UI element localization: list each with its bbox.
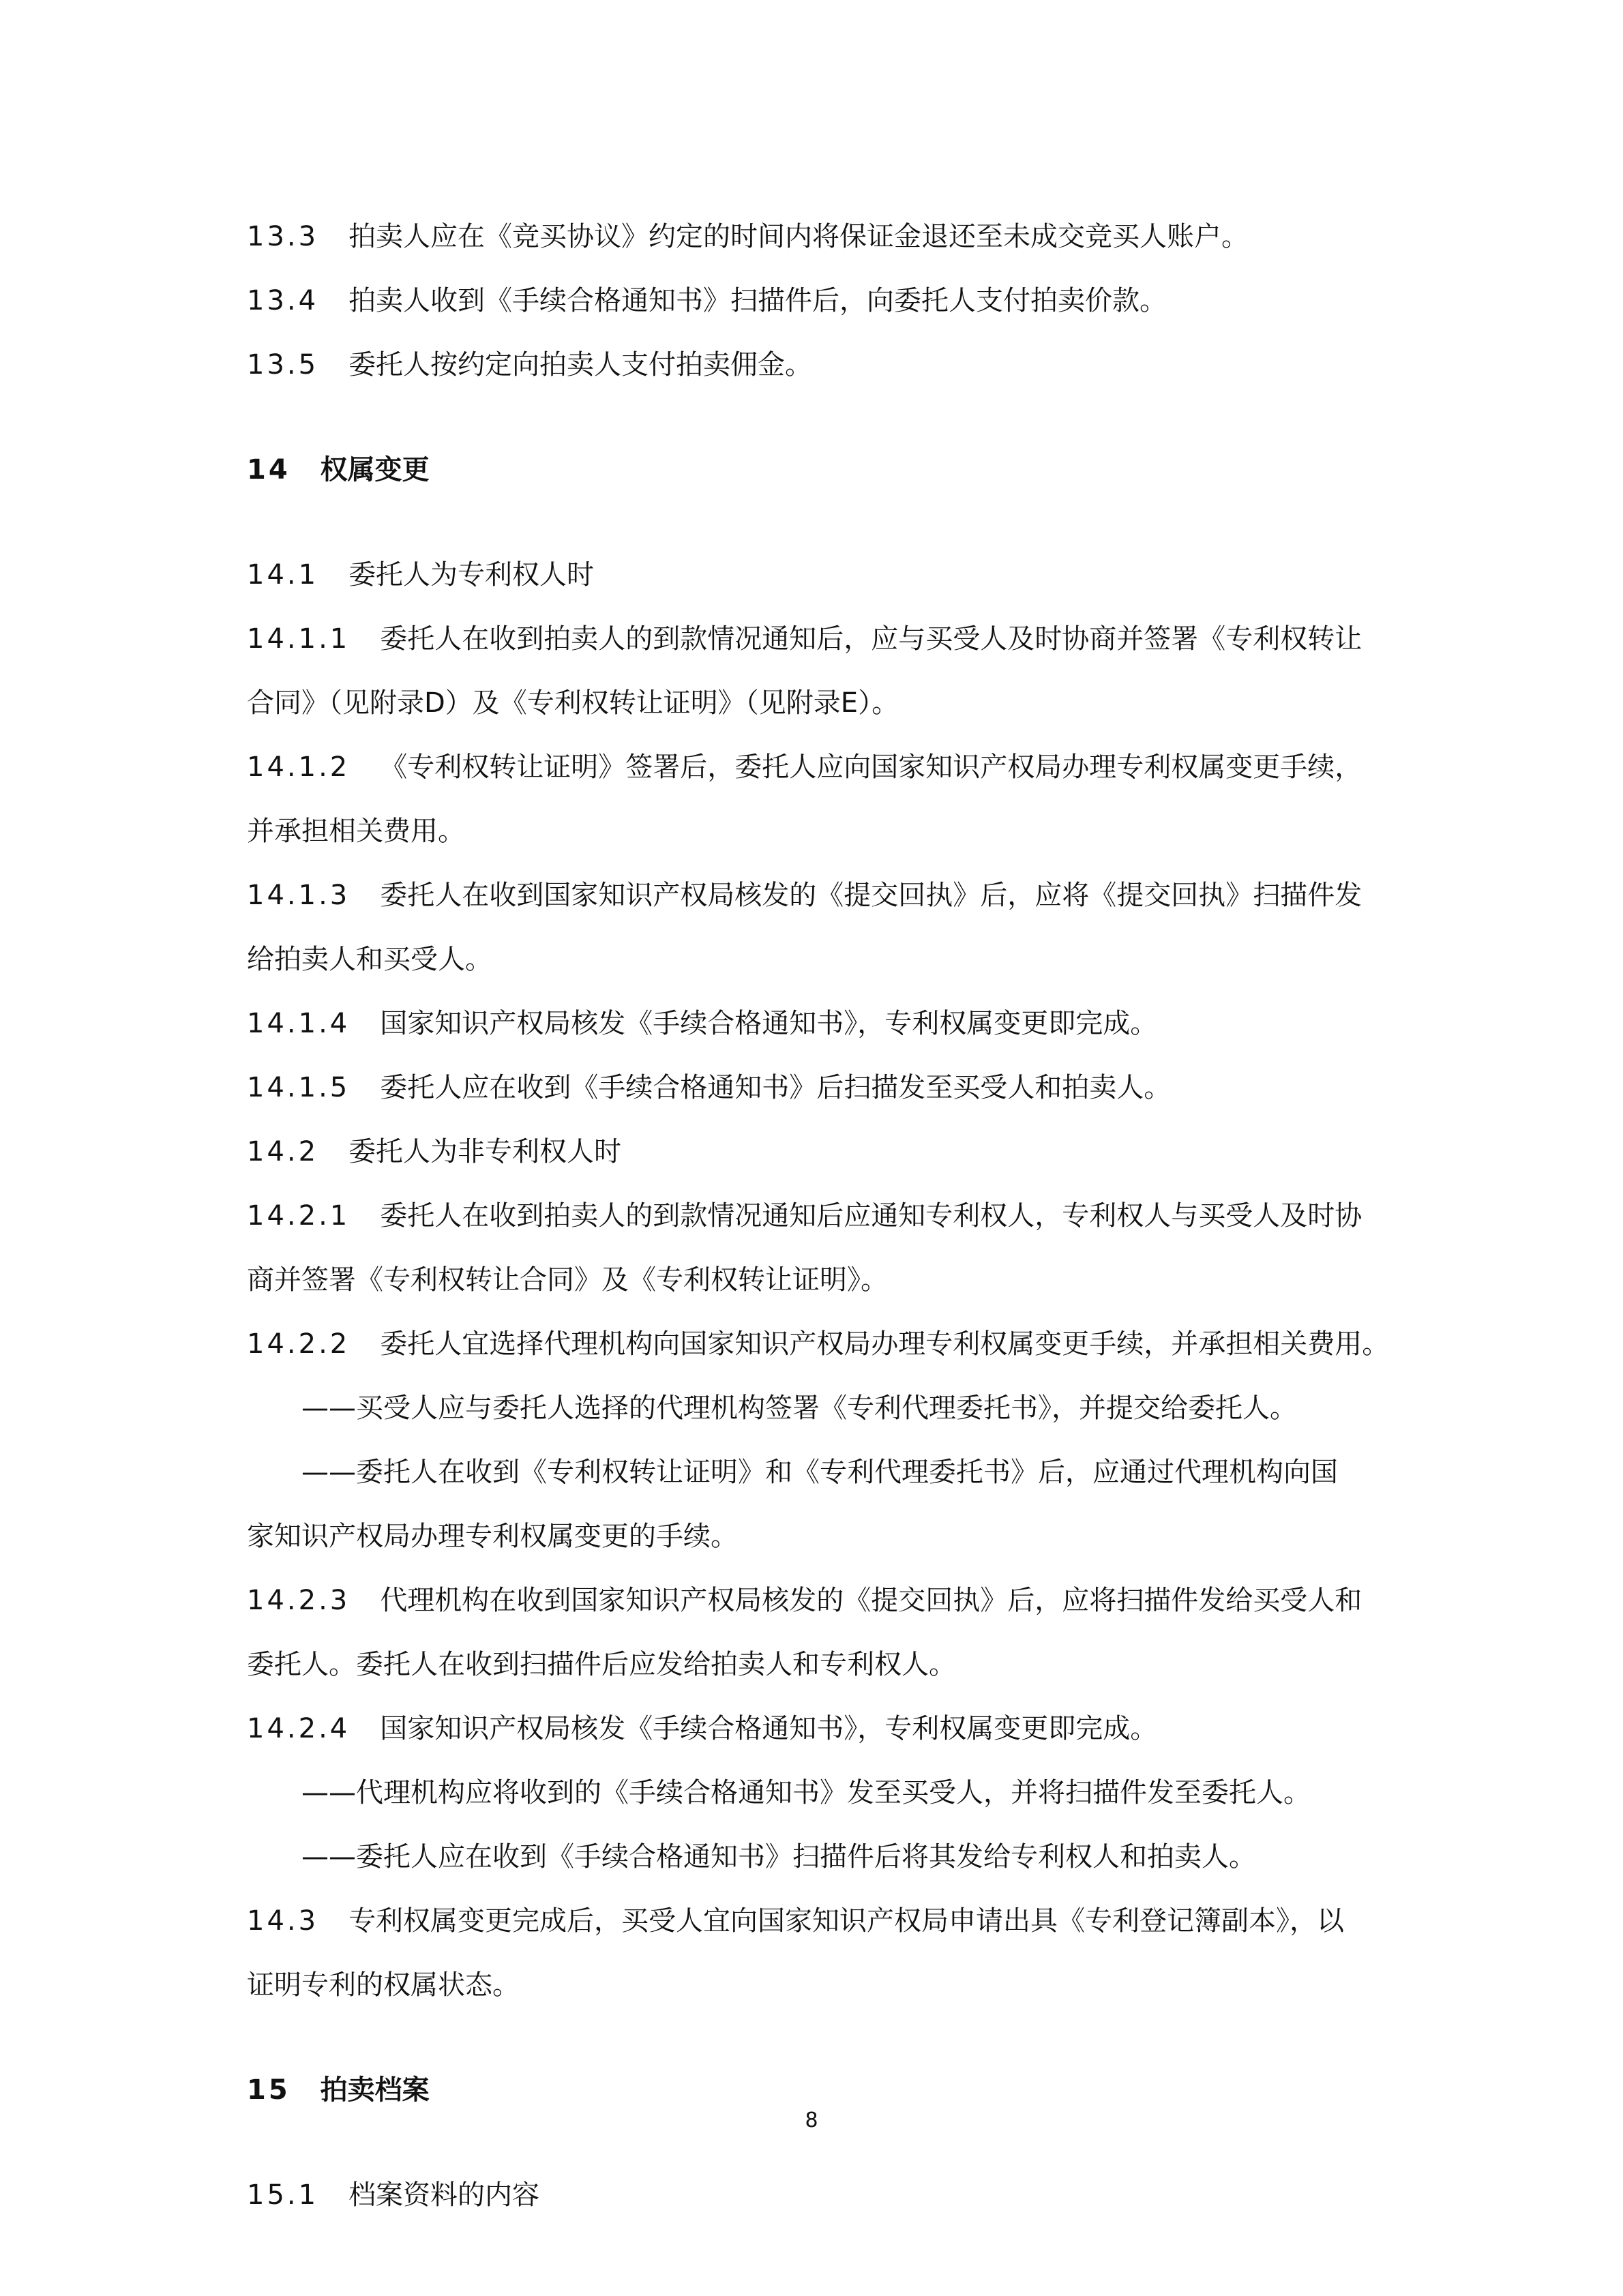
clause-14-2	[247, 1120, 1406, 1184]
clause-text: 拍卖人收到《手续合格通知书》扫描件后，向委托人支付拍卖价款。	[348, 285, 1167, 316]
clause-13-5	[247, 333, 1406, 397]
clause-number: 13.5	[247, 349, 319, 381]
clause-13-4	[247, 269, 1406, 333]
clause-text: 代理机构在收到国家知识产权局核发的《提交回执》后，应将扫描件发给买受人和	[380, 1585, 1363, 1616]
clause-continuation	[247, 799, 1406, 863]
clause-number: 14.2.1	[247, 1200, 351, 1232]
clause-text: 家知识产权局办理专利权属变更的手续。	[247, 1521, 738, 1552]
clause-text: 并承担相关费用。	[247, 816, 465, 847]
clause-text: 委托人应在收到《手续合格通知书》后扫描发至买受人和拍卖人。	[380, 1072, 1172, 1103]
clause-14-3	[247, 1889, 1406, 1953]
clause-text: 委托人在收到拍卖人的到款情况通知后应通知专利权人，专利权人与买受人及时协	[380, 1200, 1363, 1232]
clause-text: 给拍卖人和买受人。	[247, 944, 492, 975]
clause-text: 拍卖人应在《竞买协议》约定的时间内将保证金退还至未成交竞买人账户。	[348, 221, 1249, 252]
clause-number: 14.1.3	[247, 880, 351, 911]
clause-number: 15.1	[247, 2179, 319, 2211]
clause-number: 14.2	[247, 1136, 319, 1167]
clause-text: 委托人在收到拍卖人的到款情况通知后，应与买受人及时协商并签署《专利权转让	[380, 623, 1363, 655]
section-number: 14	[247, 454, 291, 486]
clause-number: 13.3	[247, 221, 319, 252]
section-title: 权属变更	[320, 454, 430, 486]
clause-text: 《专利权转让证明》签署后，委托人应向国家知识产权局办理专利权属变更手续，	[380, 751, 1363, 783]
clause-14-1	[247, 543, 1406, 607]
section-number: 15	[247, 2074, 291, 2106]
clause-text: 证明专利的权属状态。	[247, 1969, 520, 2001]
clause-text: 国家知识产权局核发《手续合格通知书》，专利权属变更即完成。	[380, 1713, 1158, 1744]
clause-text: 委托人为专利权人时	[348, 559, 595, 591]
clause-number: 13.4	[247, 285, 319, 316]
clause-number: 14.3	[247, 1905, 319, 1937]
clause-number: 14.1	[247, 559, 319, 591]
clause-text: 合同》（见附录D）及《专利权转让证明》（见附录E）。	[247, 687, 899, 719]
section-title: 拍卖档案	[320, 2074, 430, 2106]
clause-continuation	[247, 671, 1406, 735]
clause-text: 委托人宜选择代理机构向国家知识产权局办理专利权属变更手续，并承担相关费用。	[380, 1328, 1390, 1360]
section-heading-14	[247, 438, 1406, 502]
clause-text: 商并签署《专利权转让合同》及《专利权转让证明》。	[247, 1264, 888, 1296]
list-item-text: ——委托人应在收到《手续合格通知书》扫描件后将其发给专利权人和拍卖人。	[301, 1841, 1256, 1873]
list-item-text: ——买受人应与委托人选择的代理机构签署《专利代理委托书》，并提交给委托人。	[301, 1392, 1297, 1424]
clause-continuation	[247, 927, 1406, 992]
clause-14-1-2	[247, 735, 1406, 799]
clause-14-1-1	[247, 607, 1406, 671]
clause-number: 14.2.2	[247, 1328, 351, 1360]
dash-list-item	[247, 1376, 1406, 1440]
clause-continuation	[247, 1632, 1406, 1697]
clause-number: 14.2.3	[247, 1585, 351, 1616]
clause-14-2-4	[247, 1697, 1406, 1761]
list-item-text: ——委托人在收到《专利权转让证明》和《专利代理委托书》后，应通过代理机构向国	[301, 1457, 1338, 1488]
dash-list-item	[247, 1440, 1406, 1504]
clause-14-2-3	[247, 1568, 1406, 1632]
clause-14-1-3	[247, 863, 1406, 927]
clause-continuation	[247, 1504, 1406, 1568]
clause-text: 国家知识产权局核发《手续合格通知书》，专利权属变更即完成。	[380, 1008, 1158, 1039]
clause-14-1-4	[247, 992, 1406, 1056]
clause-text: 委托人按约定向拍卖人支付拍卖佣金。	[348, 349, 813, 381]
clause-number: 14.1.4	[247, 1008, 351, 1039]
dash-list-item	[247, 1761, 1406, 1825]
page-number: 8	[805, 2108, 818, 2132]
clause-number: 14.1.1	[247, 623, 351, 655]
clause-continuation	[247, 1248, 1406, 1312]
clause-15-1	[247, 2163, 1406, 2227]
clause-text: 委托人为非专利权人时	[348, 1136, 622, 1167]
clause-text: 委托人。委托人在收到扫描件后应发给拍卖人和专利权人。	[247, 1649, 956, 1680]
clause-number: 14.1.2	[247, 751, 351, 783]
dash-list-item	[247, 1825, 1406, 1889]
clause-14-2-2	[247, 1312, 1406, 1376]
clause-13-3	[247, 205, 1406, 269]
document-body	[247, 205, 1406, 2227]
clause-14-1-5	[247, 1056, 1406, 1120]
clause-text: 档案资料的内容	[348, 2179, 540, 2211]
clause-text: 委托人在收到国家知识产权局核发的《提交回执》后，应将《提交回执》扫描件发	[380, 880, 1363, 911]
clause-continuation	[247, 1953, 1406, 2017]
clause-number: 14.1.5	[247, 1072, 351, 1103]
clause-14-2-1	[247, 1184, 1406, 1248]
list-item-text: ——代理机构应将收到的《手续合格通知书》发至买受人，并将扫描件发至委托人。	[301, 1777, 1311, 1808]
clause-number: 14.2.4	[247, 1713, 351, 1744]
clause-text: 专利权属变更完成后，买受人宜向国家知识产权局申请出具《专利登记簿副本》，以	[348, 1905, 1345, 1937]
